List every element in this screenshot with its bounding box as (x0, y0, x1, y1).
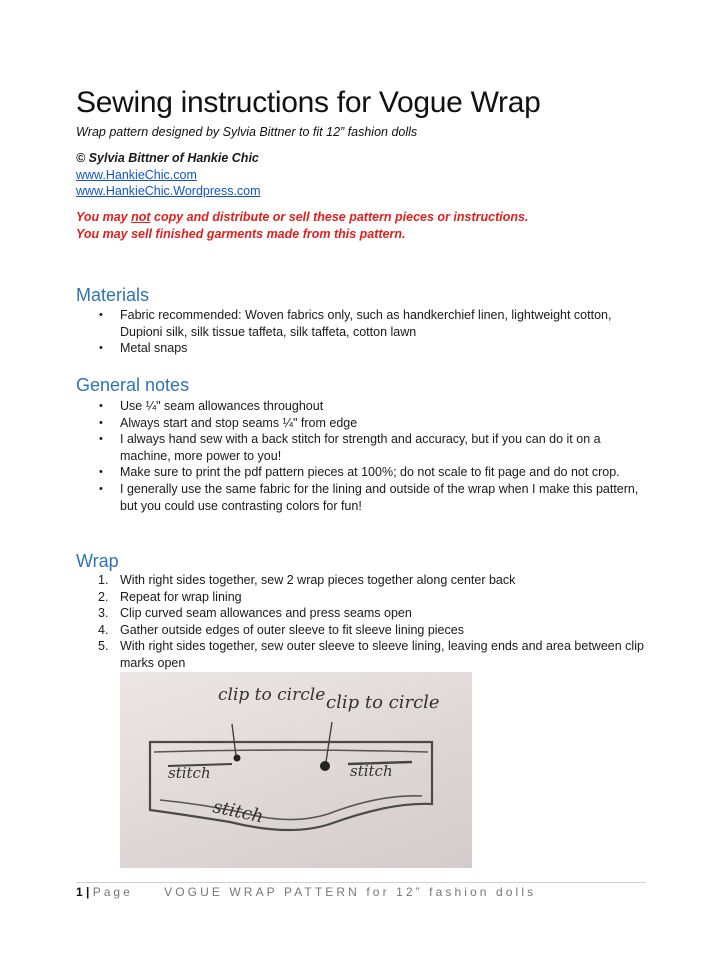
list-item: • Metal snaps (76, 340, 650, 357)
step-number: 2. (98, 589, 109, 604)
materials-list (76, 307, 650, 357)
clip-label-left: clip to circle (218, 685, 326, 705)
list-item (76, 638, 650, 671)
list-item: • I always hand sew with a back stitch for strength and accuracy, but if you can do it on a machine, more power to you! (76, 431, 650, 464)
sewing-sketch-photo (120, 672, 472, 868)
step-number: 1. (98, 573, 109, 587)
step-text: Clip curved seam allowances and press seams open (120, 606, 412, 621)
step-text: With right sides together, sew outer sleeve to sleeve lining, leaving ends and area between clip marks open (120, 639, 644, 670)
page-title: Sewing instructions for Vogue Wrap (76, 86, 541, 119)
sketch-drawing (120, 672, 472, 868)
page-word: Page (92, 885, 133, 899)
wrap-steps-list (76, 572, 650, 672)
step-text: With right sides together, sew 2 wrap pieces together along center back (120, 573, 516, 587)
clip-circle-left (234, 755, 241, 762)
general-notes-list (76, 398, 650, 514)
website-link[interactable]: www.HankieChic.com (76, 168, 197, 182)
blog-link[interactable]: www.HankieChic.Wordpress.com (76, 184, 261, 198)
stitch-label-left: stitch (168, 764, 211, 782)
list-item: • Use ¼" seam allowances throughout (76, 398, 650, 415)
step-number: 4. (98, 622, 109, 637)
step-text: Repeat for wrap lining (120, 589, 242, 604)
sleeve-outline (150, 742, 432, 830)
list-item (76, 589, 650, 606)
clip-circle-right (320, 761, 330, 771)
warning-suffix: copy and distribute or sell these pattern pieces or instructions. (150, 210, 529, 224)
warning-underlined-word: not (131, 210, 151, 224)
copyright-line: © Sylvia Bittner of Hankie Chic (76, 151, 259, 165)
warning-line-2: You may sell finished garments made from this pattern. (76, 227, 406, 241)
list-item: • Make sure to print the pdf pattern pieces at 100%; do not scale to fit page and do not crop. (76, 464, 650, 481)
step-text: Gather outside edges of outer sleeve to fit sleeve lining pieces (120, 622, 464, 637)
stitch-label-bottom: stitch (210, 796, 266, 828)
top-edge-line (154, 750, 428, 752)
list-item (76, 622, 650, 639)
page-footer (76, 885, 536, 899)
footer-separator: | (86, 885, 90, 899)
warning-prefix: You may (76, 210, 132, 224)
footer-divider (76, 882, 646, 883)
list-item: • I generally use the same fabric for the lining and outside of the wrap when I make this pattern, but you could use contrasting colors for fun! (76, 481, 650, 514)
step-number: 5. (98, 639, 109, 654)
list-item: • Always start and stop seams ¼" from edge (76, 415, 650, 432)
footer-doc-title: VOGUE WRAP PATTERN for 12” fashion dolls (164, 885, 537, 899)
clip-leader-left (232, 724, 236, 756)
list-item (76, 605, 650, 622)
list-item (76, 572, 650, 589)
step-number: 3. (98, 606, 109, 621)
wrap-heading: Wrap (76, 551, 119, 571)
copyright-warning (76, 209, 528, 243)
list-item: • Fabric recommended: Woven fabrics only, such as handkerchief linen, lightweight cotton, Dupioni silk, silk tissue taffeta, silk taffeta, cotton lawn (76, 307, 650, 340)
stitch-label-right: stitch (350, 762, 393, 780)
subtitle: Wrap pattern designed by Sylvia Bittner to fit 12” fashion dolls (76, 125, 418, 139)
general-notes-heading: General notes (76, 375, 190, 395)
warning-line-1 (76, 209, 528, 226)
materials-heading: Materials (76, 285, 150, 305)
clip-label-right: clip to circle (326, 692, 440, 713)
page-number: 1 (76, 885, 83, 899)
